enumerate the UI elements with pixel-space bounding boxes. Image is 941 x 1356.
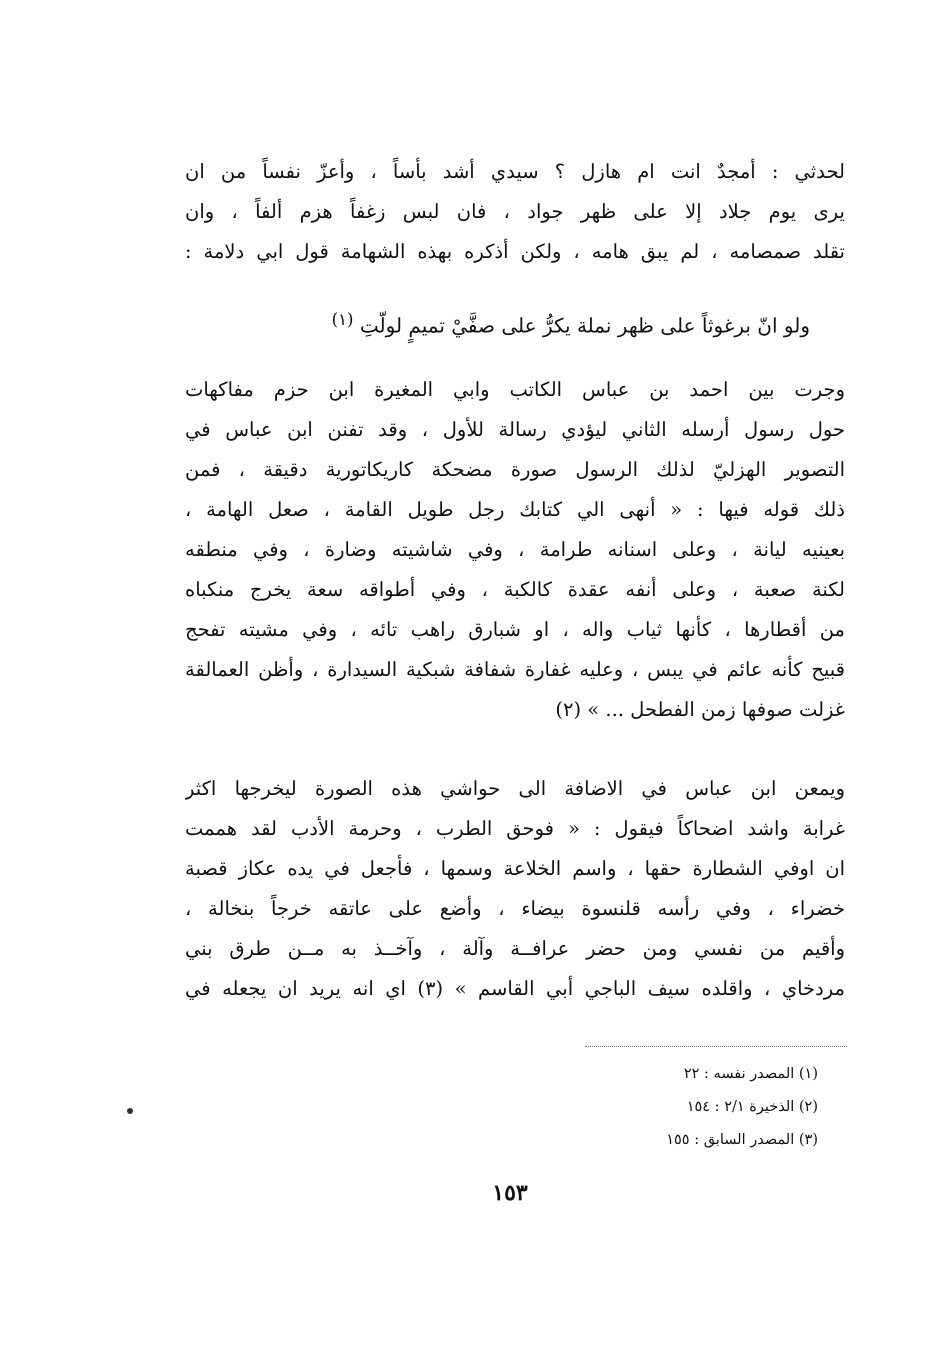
text-line: يرى يوم جلاد إلا على ظهر جواد ، فان لبس زغفاً هزم ألفاً ، وان [185, 200, 845, 223]
text-line: تقلد صمصامه ، لم يبق هامه ، ولكن أذكره بهذه الشهامة قول ابي دلامة : [185, 240, 845, 263]
verse-footnote-ref: (١) [331, 310, 354, 329]
text-line: التصوير الهزليّ لذلك الرسول صورة مضحكة كاريكاتورية دقيقة ، فمن [185, 458, 845, 481]
text-line: غرابة واشد اضحاكاً فيقول : « فوحق الطرب ، وحرمة الأدب لقد هممت [185, 817, 845, 840]
page-number: ١٥٣ [492, 1180, 528, 1206]
text-line: وجرت بين احمد بن عباس الكاتب وابي المغيرة ابن حزم مفاكهات [185, 378, 845, 401]
footnotes [560, 1058, 818, 1157]
text-line: مردخاي ، واقلده سيف الباجي أبي القاسم » (٣) اي انه يريد ان يجعله في [185, 977, 845, 1000]
text-line: خضراء ، وفي رأسه قلنسوة بيضاء ، وأضع على عاتقه خرجاً بنخالة ، [185, 897, 845, 920]
poetry-verse [210, 298, 810, 348]
paragraph-3 [185, 769, 845, 1009]
text-line: من أقطارها ، كأنها ثياب واله ، او شبارق راهب تائه ، وفي مشيته تفحج [185, 618, 845, 641]
verse-text: ولو انّ برغوثاً على ظهر نملة يكرُّ على صفَّيْ تميمٍ لولّتِ [359, 313, 810, 338]
paragraph-1 [185, 152, 845, 272]
text-line: ذلك قوله فيها : « أنهى الي كتابك رجل طويل القامة ، صعل الهامة ، [185, 498, 845, 521]
footnote-3: (٣) المصدر السابق : ١٥٥ [666, 1132, 818, 1148]
paragraph-2 [185, 370, 845, 730]
footnote-1: (١) المصدر نفسه : ٢٢ [683, 1066, 818, 1082]
ink-speck [127, 1108, 133, 1114]
text-line: حول رسول أرسله الثاني ليؤدي رسالة للأول ، وقد تفنن ابن عباس في [185, 418, 845, 441]
text-line: بعينيه ليانة ، وعلى اسنانه طرامة ، وفي شاشيته وضارة ، وفي منطقه [185, 538, 845, 561]
text-line: لحدثي : أمجدٌ انت ام هازل ؟ سيدي أشد بأساً ، وأعزّ نفساً من ان [185, 160, 845, 183]
text-line: قبيح كأنه عائم في يبس ، وعليه غفارة شفافة شبكية السيدارة ، وأظن العمالقة [185, 658, 845, 681]
text-line: وأقيم من نفسي ومن حضر عرافــة وآلة ، وآخــذ به مــن طرق بني [185, 937, 845, 960]
footnote-divider [585, 1046, 847, 1047]
footnote-2: (٢) الذخيرة ٢/١ : ١٥٤ [686, 1099, 818, 1115]
text-line: ويمعن ابن عباس في الاضافة الى حواشي هذه الصورة ليخرجها اكثر [185, 777, 845, 800]
text-line: لكنة صعبة ، وعلى أنفه عقدة كالكبة ، وفي أطواقه سعة يخرج منكباه [185, 578, 845, 601]
text-line: غزلت صوفها زمن الفطحل ... » (٢) [555, 698, 845, 721]
text-line: ان اوفي الشطارة حقها ، واسم الخلاعة وسمها ، فأجعل في يده عكاز قصبة [185, 857, 845, 880]
